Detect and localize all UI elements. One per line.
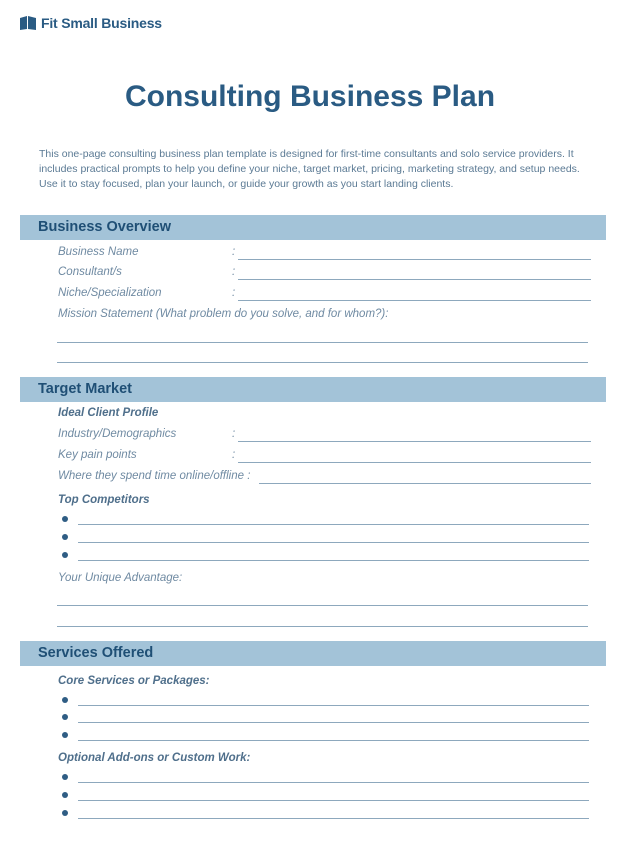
advantage-line-1[interactable] xyxy=(57,605,588,606)
business-name-line[interactable] xyxy=(238,259,591,260)
core-service-line-1[interactable] xyxy=(78,705,589,706)
field-label: Consultant/s xyxy=(58,266,122,278)
core-services-heading: Core Services or Packages: xyxy=(58,675,210,687)
mission-line-1[interactable] xyxy=(57,342,588,343)
consultants-line[interactable] xyxy=(238,279,591,280)
addon-line-2[interactable] xyxy=(78,800,589,801)
field-colon: : xyxy=(232,428,236,440)
core-service-line-2[interactable] xyxy=(78,722,589,723)
addon-line-3[interactable] xyxy=(78,818,589,819)
section-title: Business Overview xyxy=(38,219,171,235)
competitor-line-1[interactable] xyxy=(78,524,589,525)
bullet-icon xyxy=(62,792,68,798)
addons-heading: Optional Add-ons or Custom Work: xyxy=(58,752,251,764)
bullet-icon xyxy=(62,732,68,738)
brand-logo xyxy=(19,15,162,31)
field-colon: : xyxy=(232,287,236,299)
brand-name: Fit Small Business xyxy=(41,15,162,31)
bullet-icon xyxy=(62,697,68,703)
bullet-icon xyxy=(62,552,68,558)
unique-advantage-label: Your Unique Advantage: xyxy=(58,572,183,584)
book-icon xyxy=(19,15,37,31)
bullet-icon xyxy=(62,810,68,816)
field-label: Business Name xyxy=(58,246,139,258)
page-title: Consulting Business Plan xyxy=(124,80,496,113)
pain-points-line[interactable] xyxy=(238,462,591,463)
bullet-icon xyxy=(62,534,68,540)
field-colon: : xyxy=(232,449,236,461)
field-label: Where they spend time online/offline : xyxy=(58,470,251,482)
mission-line-2[interactable] xyxy=(57,362,588,363)
top-competitors-heading: Top Competitors xyxy=(58,494,150,506)
bullet-icon xyxy=(62,714,68,720)
competitor-line-3[interactable] xyxy=(78,560,589,561)
niche-line[interactable] xyxy=(238,300,591,301)
bullet-icon xyxy=(62,774,68,780)
mission-statement-label: Mission Statement (What problem do you solve, and for whom?): xyxy=(58,308,389,320)
core-service-line-3[interactable] xyxy=(78,740,589,741)
field-colon: : xyxy=(232,246,236,258)
field-label: Industry/Demographics xyxy=(58,428,177,440)
bullet-icon xyxy=(62,516,68,522)
ideal-client-heading: Ideal Client Profile xyxy=(58,407,159,419)
where-line[interactable] xyxy=(259,483,591,484)
field-label: Niche/Specialization xyxy=(58,287,162,299)
industry-line[interactable] xyxy=(238,441,591,442)
section-business-overview xyxy=(20,215,606,240)
advantage-line-2[interactable] xyxy=(57,626,588,627)
field-colon: : xyxy=(232,266,236,278)
competitor-line-2[interactable] xyxy=(78,542,589,543)
intro-paragraph: This one-page consulting business plan template is designed for first-time consultants and solo service providers. It includes practical prompts to help you define your niche, target market, pricing, marketing strategy, and setup needs. Use it to stay focused, plan your launch, or guide your growth as you start landing clients. xyxy=(39,148,580,190)
field-label: Key pain points xyxy=(58,449,137,461)
section-target-market xyxy=(20,377,606,402)
section-title: Services Offered xyxy=(38,645,154,661)
section-title: Target Market xyxy=(38,381,133,397)
section-services-offered xyxy=(20,641,606,666)
addon-line-1[interactable] xyxy=(78,782,589,783)
